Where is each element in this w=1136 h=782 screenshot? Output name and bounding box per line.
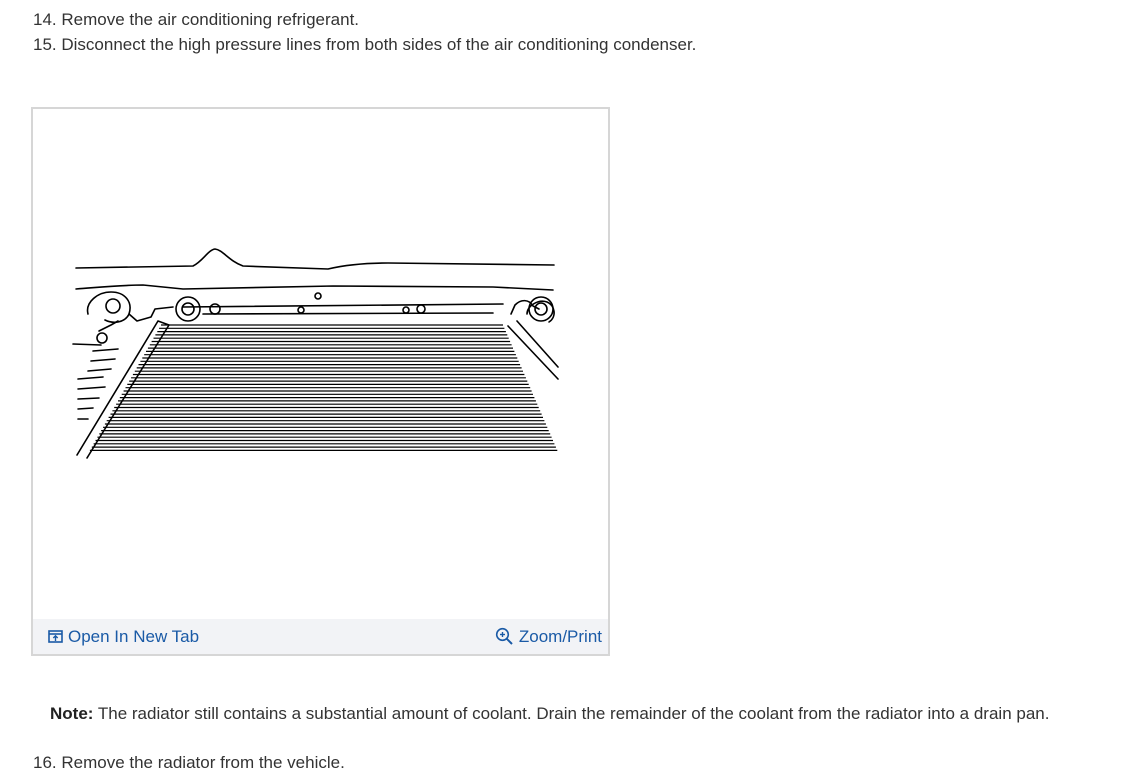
zoom-print-label: Zoom/Print <box>518 626 602 646</box>
note-paragraph <box>50 703 1049 725</box>
note-text: The radiator still contains a substantial amount of coolant. Drain the remainder of the coolant from the radiator into a drain pan. <box>93 704 1050 723</box>
step-14: 14. Remove the air conditioning refrigerant. <box>33 10 360 29</box>
open-in-new-tab-link[interactable] <box>48 627 199 647</box>
figure-toolbar <box>33 619 608 654</box>
step-15: 15. Disconnect the high pressure lines from both sides of the air conditioning condenser. <box>33 35 697 54</box>
open-in-new-tab-label: Open In New Tab <box>68 626 200 646</box>
step-16: 16. Remove the radiator from the vehicle. <box>33 753 345 772</box>
condenser-illustration <box>33 109 608 619</box>
note-label: Note: <box>50 704 94 723</box>
open-new-tab-icon <box>48 630 63 643</box>
condenser-fins <box>90 325 557 450</box>
zoom-in-icon <box>495 627 514 646</box>
zoom-print-link[interactable] <box>495 627 602 647</box>
condenser-figure <box>31 107 610 656</box>
